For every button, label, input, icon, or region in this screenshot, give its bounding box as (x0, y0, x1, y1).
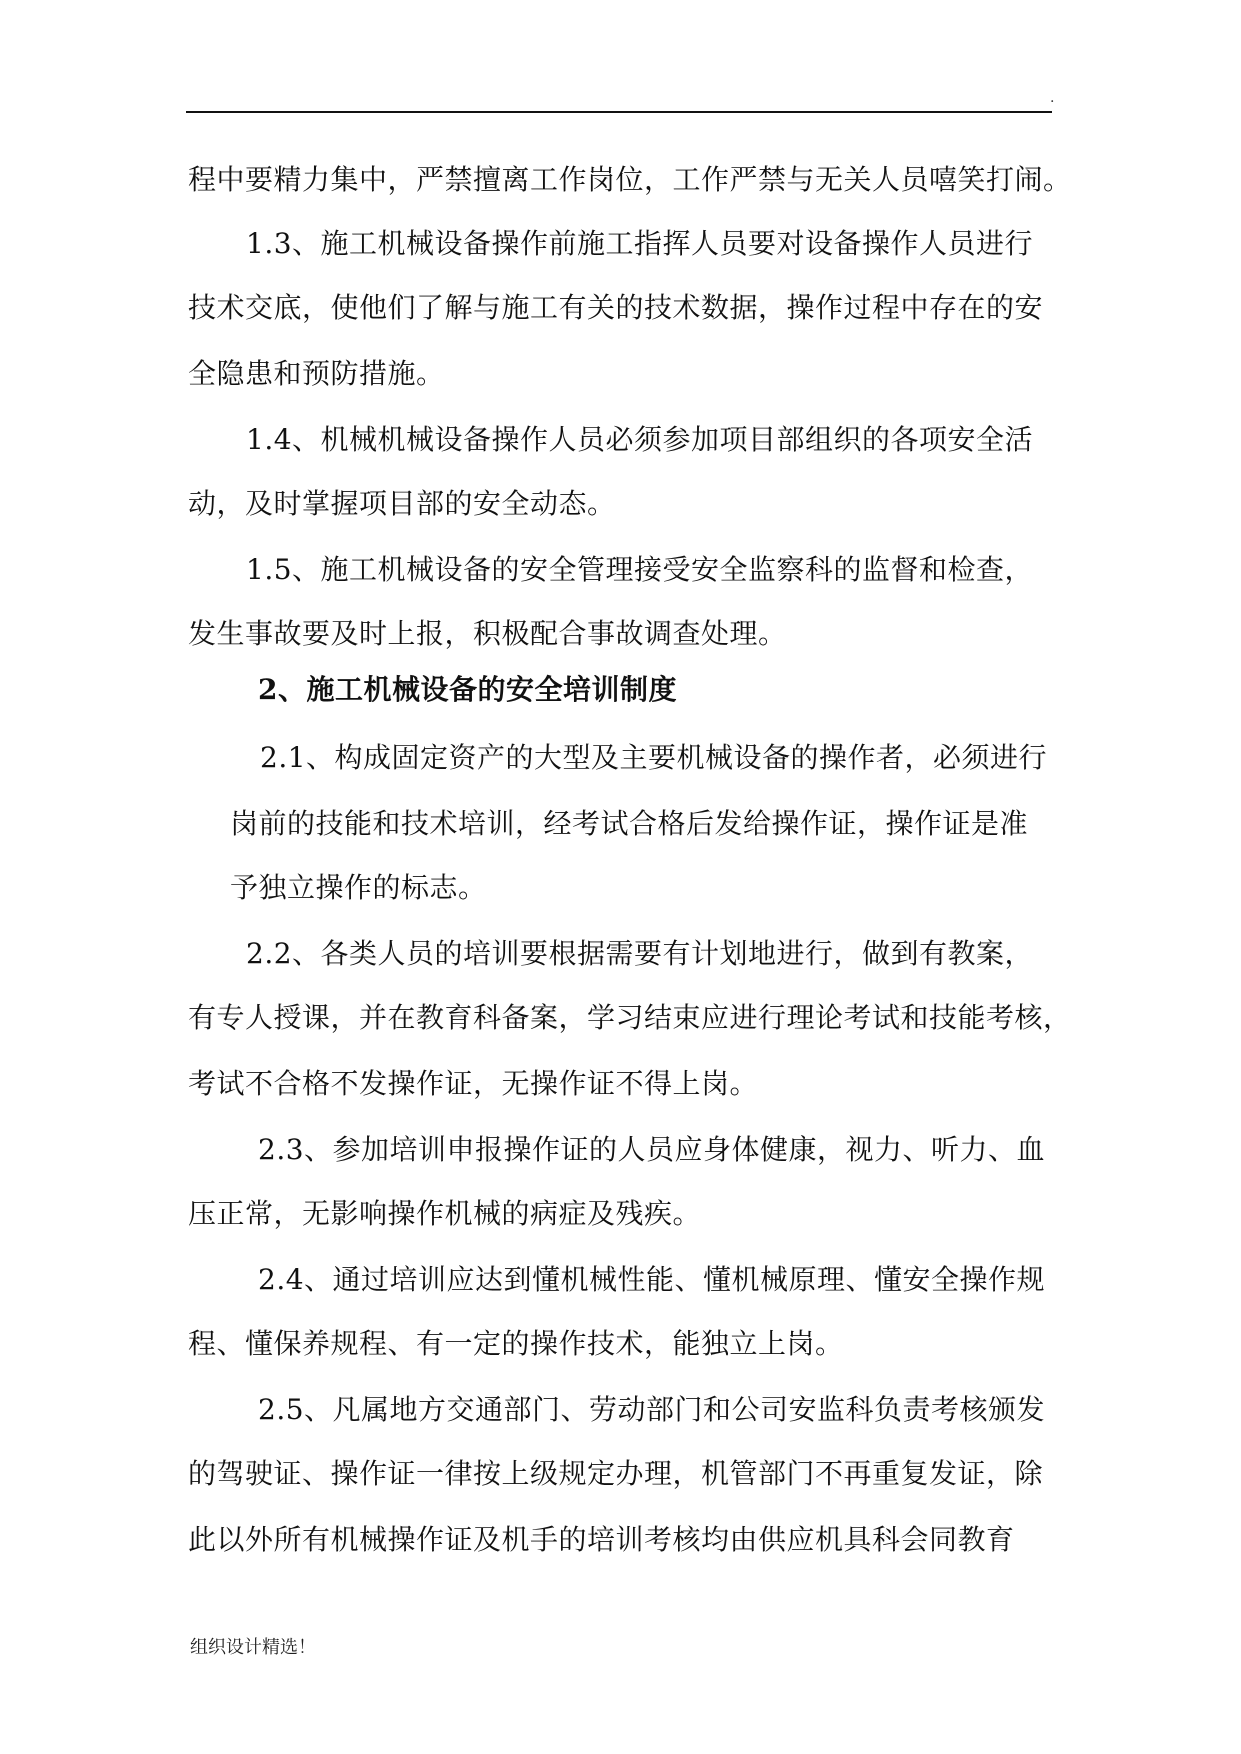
header-mark: . (1050, 90, 1055, 106)
text-line: 全隐患和预防措施。 (188, 357, 445, 390)
text-line: 2.5、凡属地方交通部门、劳动部门和公司安监科负责考核颁发 (258, 1393, 1046, 1426)
header-rule (186, 111, 1052, 113)
text-line: 程中要精力集中，严禁擅离工作岗位，工作严禁与无关人员嘻笑打闹。 (188, 163, 1072, 196)
text-line: 2.4、通过培训应达到懂机械性能、懂机械原理、懂安全操作规 (258, 1263, 1046, 1296)
text-line: 1.5、施工机械设备的安全管理接受安全监察科的监督和检查， (246, 553, 1034, 586)
text-line: 的驾驶证、操作证一律按上级规定办理，机管部门不再重复发证，除 (188, 1457, 1044, 1490)
footer-text: 组织设计精选！ (190, 1637, 316, 1658)
text-line: 2.1、构成固定资产的大型及主要机械设备的操作者，必须进行 (260, 741, 1048, 774)
text-line: 予独立操作的标志。 (230, 871, 487, 904)
text-line: 程、懂保养规程、有一定的操作技术，能独立上岗。 (188, 1327, 844, 1360)
text-line: 有专人授课，并在教育科备案，学习结束应进行理论考试和技能考核， (188, 1001, 1072, 1034)
text-line: 此以外所有机械操作证及机手的培训考核均由供应机具科会同教育 (188, 1523, 1015, 1556)
text-line: 考试不合格不发操作证，无操作证不得上岗。 (188, 1067, 759, 1100)
text-line: 发生事故要及时上报，积极配合事故调查处理。 (188, 617, 787, 650)
text-line: 压正常，无影响操作机械的病症及残疾。 (188, 1197, 702, 1230)
text-line: 2.3、参加培训申报操作证的人员应身体健康，视力、听力、血 (258, 1133, 1046, 1166)
text-line: 岗前的技能和技术培训，经考试合格后发给操作证，操作证是准 (230, 807, 1029, 840)
text-line: 动，及时掌握项目部的安全动态。 (188, 487, 616, 520)
text-line: 1.3、施工机械设备操作前施工指挥人员要对设备操作人员进行 (246, 227, 1034, 260)
section-heading: 2、施工机械设备的安全培训制度 (258, 673, 677, 706)
text-line: 2.2、各类人员的培训要根据需要有计划地进行，做到有教案， (246, 937, 1034, 970)
text-line: 1.4、机械机械设备操作人员必须参加项目部组织的各项安全活 (246, 423, 1034, 456)
text-line: 技术交底，使他们了解与施工有关的技术数据，操作过程中存在的安 (188, 291, 1044, 324)
